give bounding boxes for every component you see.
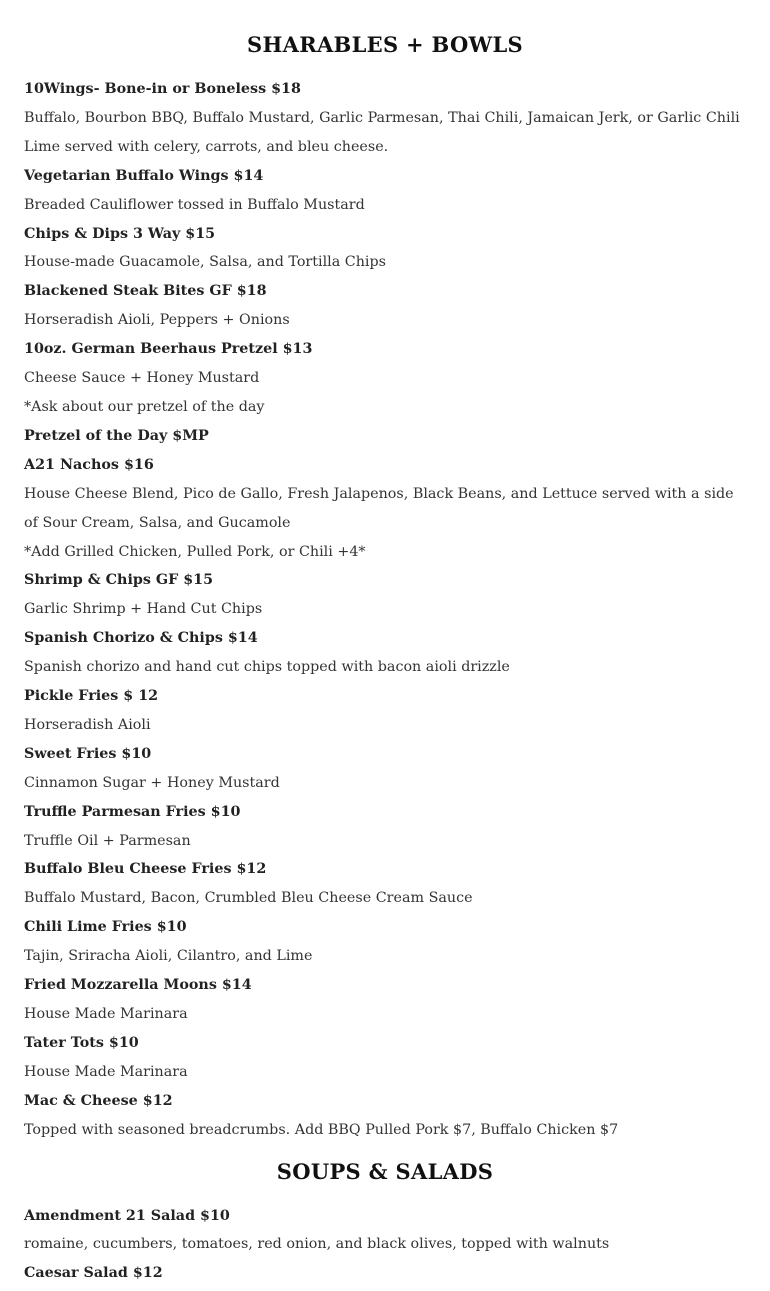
menu-item-name: Sweet Fries $10 [24, 745, 152, 762]
menu-item-name: Vegetarian Buffalo Wings $14 [24, 167, 264, 184]
menu-item-description: Breaded Cauliflower tossed in Buffalo Mustard [24, 196, 365, 213]
menu-item-description: Topped with seasoned breadcrumbs. Add BBQ Pulled Pork $7, Buffalo Chicken $7 [24, 1121, 619, 1138]
menu-item-name: Amendment 21 Salad $10 [24, 1207, 230, 1224]
menu-item-description: Buffalo Mustard, Bacon, Crumbled Bleu Cheese Cream Sauce [24, 890, 473, 907]
menu-item-description: Tajin, Sriracha Aioli, Cilantro, and Lime [24, 948, 313, 965]
menu-item-name: Truffle Parmesan Fries $10 [24, 803, 241, 820]
menu-item-name: Pickle Fries $ 12 [24, 688, 159, 705]
section-title-soups-salads: SOUPS & SALADS [276, 1158, 494, 1184]
soups-salads-list [24, 1202, 746, 1289]
menu-item-name: Tater Tots $10 [24, 1034, 139, 1051]
menu-item-name: Mac & Cheese $12 [24, 1092, 173, 1109]
menu-item-description: House Cheese Blend, Pico de Gallo, Fresh Jalapenos, Black Beans, and Lettuce served with a side of Sour Cream, Salsa, and Gucamole [24, 485, 734, 531]
menu-item-note: *Ask about our pretzel of the day [24, 398, 265, 415]
menu-item-description: House Made Marinara [24, 1063, 188, 1080]
menu-item-name: 10oz. German Beerhaus Pretzel $13 [24, 341, 313, 358]
menu-item-note: *Add Grilled Chicken, Pulled Pork, or Chili +4* [24, 543, 366, 560]
menu-item-description: House-made Guacamole, Salsa, and Tortilla Chips [24, 254, 386, 271]
sharables-list [24, 75, 746, 1145]
menu-item-description: Spanish chorizo and hand cut chips topped with bacon aioli drizzle [24, 659, 510, 676]
menu-item-name: Chili Lime Fries $10 [24, 919, 187, 936]
menu-page [24, 0, 746, 1288]
menu-item-description: Truffle Oil + Parmesan [24, 832, 191, 849]
menu-item-name: Blackened Steak Bites GF $18 [24, 283, 267, 300]
menu-item-name: Chips & Dips 3 Way $15 [24, 225, 216, 242]
menu-item-name: Fried Mozzarella Moons $14 [24, 977, 252, 994]
menu-item-name: Spanish Chorizo & Chips $14 [24, 630, 258, 647]
menu-item-name: A21 Nachos $16 [24, 456, 154, 473]
menu-item-description: romaine, cucumbers, tomatoes, red onion, and black olives, topped with walnuts [24, 1236, 610, 1253]
menu-item-description: House Made Marinara [24, 1006, 188, 1022]
menu-item-description: Horseradish Aioli [24, 716, 151, 733]
menu-item-name: Caesar Salad $12 [24, 1265, 163, 1282]
section-title-sharables: SHARABLES + BOWLS [247, 32, 523, 57]
menu-item-description: Buffalo, Bourbon BBQ, Buffalo Mustard, Garlic Parmesan, Thai Chili, Jamaican Jerk, or Garlic Chili Lime served with celery, carrots, and bleu cheese. [24, 109, 740, 155]
menu-item-description: Cinnamon Sugar + Honey Mustard [24, 774, 280, 791]
menu-item-description: Cheese Sauce + Honey Mustard [24, 370, 260, 387]
menu-item-description: Garlic Shrimp + Hand Cut Chips [24, 601, 263, 618]
menu-item-description: Horseradish Aioli, Peppers + Onions [24, 312, 290, 329]
menu-item-name: Shrimp & Chips GF $15 [24, 572, 214, 589]
menu-item-name: Buffalo Bleu Cheese Fries $12 [24, 861, 267, 878]
menu-item-name: 10Wings- Bone-in or Boneless $18 [24, 81, 301, 97]
menu-item-name: Pretzel of the Day $MP [24, 427, 209, 444]
